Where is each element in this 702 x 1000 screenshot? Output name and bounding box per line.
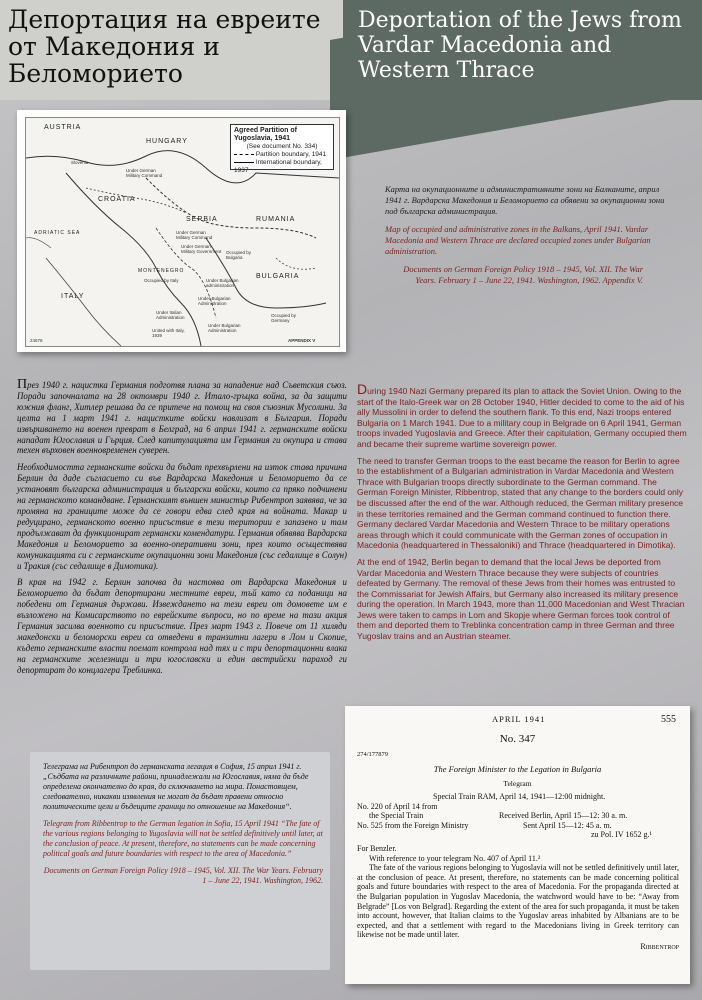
english-text-column xyxy=(357,381,687,648)
document-date: APRIL 1941 xyxy=(492,714,546,724)
en-paragraph-1: During 1940 Nazi Germany prepared its plan to attack the Soviet Union. Owing to the start of the Italo-Greek war on 28 October 1940, Hitler decided to come to the aid of his ally Mussolini in order to defend the southern flank. To this end, Nazi troops entered Bulgaria on 1 March 1941. Due to a military coup in Belgrade on 6 April 1941, German troops invaded Yugoslavia and Greece. After their capitulation, Germany occupied them and became their supreme wartime sovereign power. xyxy=(357,381,687,449)
telegram-caption xyxy=(43,762,323,893)
map-label-montenegro: MONTENEGRO xyxy=(138,268,185,274)
map-note-1: Under German Military Command xyxy=(176,230,213,240)
document-row-2: No. 220 of April 14 from xyxy=(357,801,438,811)
map-note-4: Occupied by Italy xyxy=(144,278,179,283)
legend-item-partition: Partition boundary, 1941 xyxy=(234,151,330,159)
document-paragraph-2: The fate of the various regions belonging to Yugoslavia will not be settled definitively until later, at the conclusion of peace. At present, therefore, no statements can be made concerning political goals and future boundaries with respect to the area of Macedonia. For the propaganda directed at the Bulgarian population in Yugoslav Macedonia, the watchword would have to be: “Away from Belgrade” [Los von Belgrad]. Regarding the extent of the area for such propaganda, it must be taken into account, however, that Italian claims to the Yugoslav areas inhabited by Albanians are to be expected, and that a settlement with regard to the Macedonians living in Greek territory can likewise not be made until later. xyxy=(357,863,679,940)
bg-paragraph-2: Необходимостта германските войски да бъдат прехвърлени на изток става причина Берлин да даде съгласието си във Вардарска Македония и Беломорието да се установят българска администрация и български войски, които са пряко подчинени на германското командване. Германският външен министър Рибентроп заявява, че за промяна на границите може да се говори едва след края на войната. Макар и редуцирано, германското военно присъствие в тези територии е запазено и там продължават да функционират германски комендатури. Германия обявява Вардарска Македония и Беломорието за военно-оперативни зони, през които осъществява комуникацията си с германските окупационни зони Македония (със седалище в Солун) и Тракия (със седалище в Димотика). xyxy=(17,462,347,571)
map-note-10: United with Italy, 1939 xyxy=(152,328,185,338)
title-english: Deportation of the Jews from Vardar Macedonia and Western Thrace xyxy=(358,8,682,83)
document-row-1: Special Train RAM, April 14, 1941—12:00 midnight. xyxy=(433,792,606,801)
bg-paragraph-1: През 1940 г. нацистка Германия подготвя плана за нападение над Съветския съюз. Поради започналата на 28 октомври 1940 г. Итало-гръцка война, за да защити южния фланг, Хитлер решава да се притече на помощ на своя съюзник Мусолини. За целта на 1 март 1941 г. нацистките войски навлизат в България. Поради извършването на военен преврат в Белград, на 6 април 1941 г. германските войски нападат Югославия и Гърция. След капитулацията им Германия ги окупира и става техен върховен военновременен суверен. xyxy=(17,377,347,456)
map-note-7: Under Bulgarian Administration xyxy=(208,323,241,333)
map-note-11: Slovenia xyxy=(71,160,89,165)
map-caption xyxy=(385,184,665,293)
document-signature: Ribbentrop xyxy=(640,941,679,951)
map-note-9: Under Italian Administration xyxy=(156,310,185,320)
map-label-rumania: RUMANIA xyxy=(256,216,296,223)
map-label-adriatic: ADRIATIC SEA xyxy=(34,230,81,236)
map-note-8: Occupied by Germany xyxy=(271,313,297,323)
map-note-6: Under Bulgarian Administration xyxy=(198,296,231,306)
document-row-4: No. 525 from the Foreign Ministry Sent April 15—12: 45 a. m. xyxy=(357,820,612,830)
en-paragraph-2: The need to transfer German troops to the east became the reason for Berlin to agree to the establishment of a Bulgarian administration in Vardar Macedonia and Western Thrace with Bulgarian troops directly subordinate to the German command. The German Foreign Minister, Ribbentrop, stated that any change to the borders could only be discussed after the end of the war. Although reduced, the German military presence in these territories remained and the German command continued to function there. Germany declared Vardar Macedonia and Western Thrace to be military operations areas through which it could communicate with the German zones of occupation in Macedonia (headquartered in Thessaloniki) and Thrace (headquartered in Dimotika). xyxy=(357,455,684,551)
map-corner-right: APPENDIX V xyxy=(288,338,316,343)
document-number: No. 347 xyxy=(499,733,536,745)
map-caption-bg: Карта на окупационните и административните зони на Балканите, април 1941 г. Вардарска Македония и Беломорието са обявени за окупационни зони под българска администрация. xyxy=(385,184,665,216)
map-note-12: Under German Military Command xyxy=(126,168,163,178)
legend-title: Agreed Partition of Yugoslavia, 1941 xyxy=(234,127,298,142)
telegram-caption-bg: Телеграма на Рибентроп до германската легация в София, 15 април 1941 г. „Съдбата на различните райони, принадлежали на Югославия, няма да бъде определена окончателно до края, до сключването на мира. Понастоящем, следователно, никакви изявления не могат да бъдат правени относно политическите цели и бъдещите граници по отношение на Македония“. xyxy=(43,762,309,811)
en-dropcap: D xyxy=(357,381,368,397)
map-corner-left: 24678 xyxy=(30,338,43,343)
map-label-italy: ITALY xyxy=(61,293,85,300)
document-paragraph-1: With reference to your telegram No. 407 of April 11.² xyxy=(369,853,541,863)
document-body xyxy=(357,792,679,952)
telegram-caption-en: Telegram from Ribbentrop to the German legation in Sofia, 15 April 1941 “The fate of the various regions belonging to Yugoslavia will not be settled definitively until later, at the conclusion of peace. At present, therefore, no statements can be made concerning political goals and future boundaries with respect to the area of Macedonia.” xyxy=(43,819,323,858)
map-label-austria: AUSTRIA xyxy=(44,124,82,131)
bg-dropcap: П xyxy=(17,377,28,392)
legend-sub: (See document No. 334) xyxy=(246,143,318,150)
document-ref: 274/177879 xyxy=(357,751,389,758)
map-caption-source: Documents on German Foreign Policy 1918 – 1945, Vol. XII. The War Years. February 1 – June 22, 1941. Washington, 1962. Appendix V. xyxy=(403,264,643,285)
map-label-bulgaria: BULGARIA xyxy=(256,273,300,280)
telegram-caption-source: Documents on German Foreign Policy 1918 – 1945, Vol. XII. The War Years. February 1 – June 22, 1941. Washington, 1962. xyxy=(43,866,323,885)
bg-paragraph-3: В края на 1942 г. Берлин започва да настоява от Вардарска Македония и Беломорието да бъдат депортирани местните евреи, тъй като са поданици на победени от Германия държави. Извеждането на тези евреи от домовете им е възложено на Комисарството по еврейските въпроси, но по време на тази акция Германия засилва военното си присъствие. През март 1943 г. Повече от 11 хиляди македонски и беломорски евреи са отведени в транзитни лагери в Лом и Скопие, където германските власти поемат контрола над тях и с три депортационни влака на германските железници и три югославски и един австрийски параход ги депортират до концлагера Треблинка. xyxy=(17,577,347,675)
map-label-serbia: SERBIA xyxy=(186,216,218,223)
bulgarian-text-column xyxy=(17,377,347,682)
map-note-2: Under German Military Government xyxy=(181,244,222,254)
map-legend xyxy=(230,124,334,174)
telegram-document xyxy=(345,706,690,984)
legend-item-international: International boundary, 1937 xyxy=(234,159,322,174)
map-caption-en: Map of occupied and administrative zones in the Balkans, April 1941. Vardar Macedonia and Western Thrace are declared occupied zones under Bulgarian administration. xyxy=(385,224,651,256)
partition-map xyxy=(25,117,340,347)
document-addressee: The Foreign Minister to the Legation in Bulgaria xyxy=(433,764,602,774)
map-label-hungary: HUNGARY xyxy=(146,138,188,145)
map-label-croatia: CROATIA xyxy=(98,196,136,203)
document-page-number: 555 xyxy=(661,714,676,725)
document-row-3: the Special Train Received Berlin, April 15—12: 30 a. m. xyxy=(369,811,628,821)
document-salutation: For Benzler. xyxy=(357,843,397,853)
map-note-5: Under Bulgarian administration xyxy=(206,278,239,288)
document-row-5: zu Pol. IV 1652 g.¹ xyxy=(591,830,652,840)
map-note-3: Occupied by Bulgaria xyxy=(226,250,252,260)
en-paragraph-3: At the end of 1942, Berlin began to demand that the local Jews be deported from Vardar Macedonia and Western Thrace because they were subjects of countries defeated by Germany. The removal of these Jews from their homes was entrusted to the Commissariat for Jewish Affairs, but Germany also increased its military presence during the operation. In March 1943, more than 11,000 Macedonian and West Thracian Jews were taken to camps in Lom and Skopje where German forces took control of them and deported them to Treblinka concentration camp in three German and three Yugoslav trains and an Austrian steamer. xyxy=(357,556,685,642)
title-bulgarian: Депортация на евреите от Македония и Беломорието xyxy=(8,5,321,88)
document-type: Telegram xyxy=(503,779,532,788)
map-card xyxy=(17,110,346,352)
